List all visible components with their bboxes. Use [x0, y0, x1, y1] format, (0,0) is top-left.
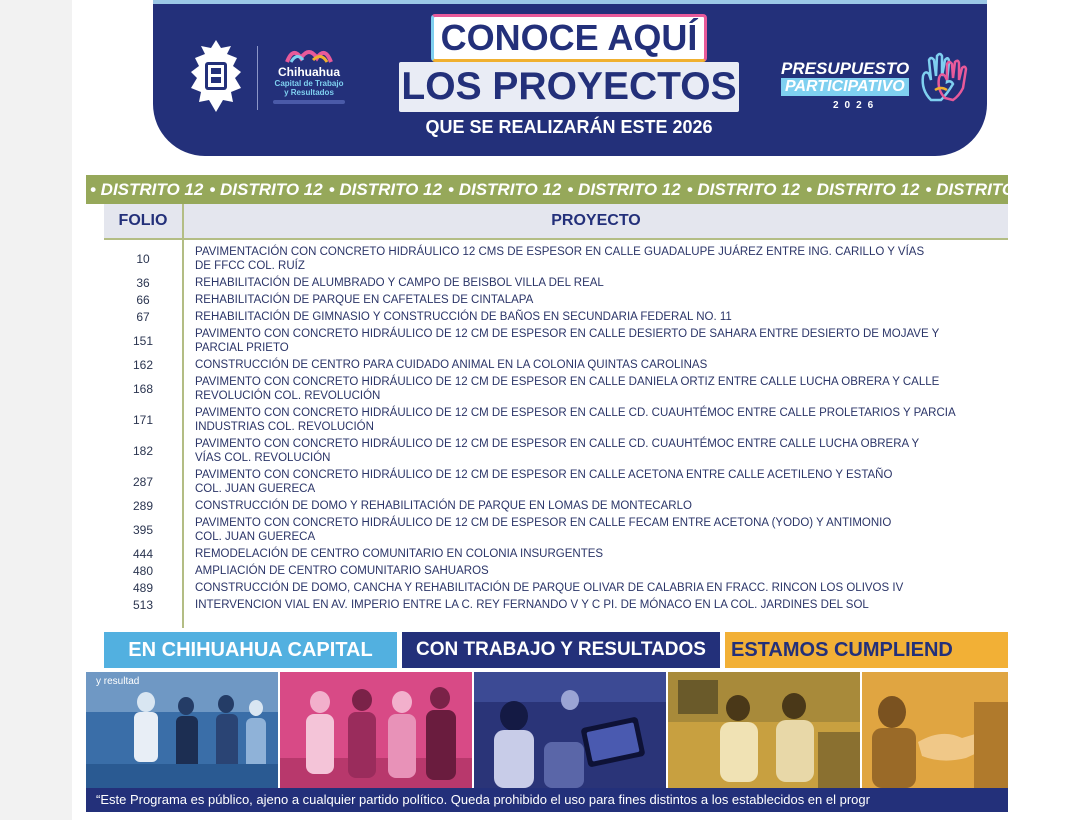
- folio-cell: 36: [136, 276, 150, 290]
- slogan-part-3: ESTAMOS CUMPLIEND: [725, 632, 1008, 668]
- photo-children-gold: [668, 672, 860, 788]
- title-line-1: CONOCE AQUÍ: [431, 14, 707, 62]
- project-cell: [195, 468, 1008, 496]
- photo-community-line: [86, 672, 278, 788]
- folio-cell: 489: [132, 581, 154, 595]
- folio-cell: 480: [132, 564, 154, 578]
- folio-cell: 151: [132, 334, 154, 348]
- table-row: [104, 467, 1008, 498]
- folio-cell: 171: [132, 413, 154, 427]
- folio-cell: 287: [132, 475, 154, 489]
- table-row: [104, 374, 1008, 405]
- table-row: [104, 546, 1008, 563]
- project-line: AMPLIACIÓN DE CENTRO COMUNITARIO SAHUAROS: [195, 565, 489, 577]
- project-line: PAVIMENTO CON CONCRETO HIDRÁULICO DE 12 CM DE ESPESOR EN CALLE CD. CUAUHTÉMOC ENTRE CALLE LUCHA OBRERA Y: [195, 438, 920, 450]
- district-strip: [86, 175, 1039, 204]
- page-margin-right: [1008, 0, 1080, 820]
- table-row: [104, 563, 1008, 580]
- table-row: [104, 405, 1008, 436]
- brand-arc-icon: [283, 44, 335, 64]
- project-line: PAVIMENTO CON CONCRETO HIDRÁULICO DE 12 CM DE ESPESOR EN CALLE DANIELA ORTIZ ENTRE CALLE LUCHA OBRERA Y CALLE: [195, 376, 940, 388]
- table-row: [104, 357, 1008, 374]
- folio-cell: 162: [132, 358, 154, 372]
- project-cell: [195, 358, 1008, 372]
- table-row: [104, 498, 1008, 515]
- project-line: REHABILITACIÓN DE ALUMBRADO Y CAMPO DE BEISBOL VILLA DEL REAL: [195, 277, 604, 289]
- title-line-2: LOS PROYECTOS: [399, 62, 739, 112]
- program-name-line-2: PARTICIPATIVO: [781, 78, 909, 96]
- district-label: • DISTRITO 12: [925, 180, 1039, 199]
- photo-group-pink: [280, 672, 472, 788]
- project-cell: [195, 437, 1008, 465]
- slogan-part-2: CON TRABAJO Y RESULTADOS: [402, 632, 720, 668]
- slogan-part-1: EN CHIHUAHUA CAPITAL: [104, 632, 397, 668]
- project-line: PAVIMENTO CON CONCRETO HIDRÁULICO DE 12 CM DE ESPESOR EN CALLE DESIERTO DE SAHARA ENTRE DESIERTO DE MOJAVE Y: [195, 328, 940, 340]
- project-cell: [195, 581, 1008, 595]
- presupuesto-participativo-logo: [781, 50, 971, 120]
- district-label: • DISTRITO 12: [567, 180, 681, 199]
- project-line: COL. JUAN GUERECA: [195, 531, 316, 543]
- poster: [86, 0, 1039, 812]
- folio-cell: 289: [132, 499, 154, 513]
- project-line: INTERVENCION VIAL EN AV. IMPERIO ENTRE LA C. REY FERNANDO V Y C PI. DE MÓNACO EN LA COL. JARDINES DEL SOL: [195, 599, 869, 611]
- project-cell: [195, 276, 1008, 290]
- project-cell: [195, 327, 1008, 355]
- project-cell: [195, 516, 1008, 544]
- program-name-line-1: PRESUPUESTO: [781, 59, 910, 78]
- table-row: [104, 309, 1008, 326]
- folio-cell: 182: [132, 444, 154, 458]
- district-label: • DISTRITO 12: [448, 180, 562, 199]
- project-line: PAVIMENTO CON CONCRETO HIDRÁULICO DE 12 CM DE ESPESOR EN CALLE CD. CUAUHTÉMOC ENTRE CALLE PROLETARIOS Y PARCIA: [195, 407, 956, 419]
- hands-icon: [917, 50, 969, 106]
- folio-cell: 513: [132, 598, 154, 612]
- brand-divider: [257, 46, 258, 110]
- table-row: [104, 436, 1008, 467]
- header-banner: [153, 0, 987, 156]
- project-column-header: PROYECTO: [551, 212, 641, 229]
- table-header: [104, 204, 1008, 238]
- brand-tag-bar: [273, 100, 345, 104]
- program-year: 2026: [833, 100, 880, 111]
- project-cell: [195, 547, 1008, 561]
- table-row: [104, 326, 1008, 357]
- project-line: REMODELACIÓN DE CENTRO COMUNITARIO EN COLONIA INSURGENTES: [195, 548, 604, 560]
- table-row: [104, 580, 1008, 597]
- project-cell: [195, 375, 1008, 403]
- project-line: CONSTRUCCIÓN DE CENTRO PARA CUIDADO ANIMAL EN LA COLONIA QUINTAS CAROLINAS: [195, 359, 708, 371]
- title-subtitle: QUE SE REALIZARÁN ESTE 2026: [425, 117, 713, 137]
- folio-cell: 395: [132, 523, 154, 537]
- table-row: [104, 515, 1008, 546]
- photo-strip: [86, 672, 1008, 788]
- folio-cell: 444: [132, 547, 154, 561]
- chihuahua-brand-logo: [269, 44, 349, 114]
- project-line: PARCIAL PRIETO: [195, 342, 289, 354]
- project-line: COL. JUAN GUERECA: [195, 483, 316, 495]
- header-divider: [104, 238, 1008, 240]
- brand-tagline-1: Capital de Trabajo: [274, 79, 344, 88]
- project-cell: [195, 564, 1008, 578]
- projects-table: [104, 204, 1008, 628]
- project-cell: [195, 406, 1008, 434]
- legal-footer: “Este Programa es público, ajeno a cualquier partido político. Queda prohibido el uso para fines distintos a los establecidos en el progr: [86, 788, 1008, 812]
- table-row: [104, 292, 1008, 309]
- project-cell: [195, 310, 1008, 324]
- project-line: PAVIMENTO CON CONCRETO HIDRÁULICO DE 12 CM DE ESPESOR EN CALLE ACETONA ENTRE CALLE ACETILENO Y ESTAÑO: [195, 469, 893, 481]
- photo-handshake-amber: [862, 672, 1008, 788]
- district-label: • DISTRITO 12: [209, 180, 323, 199]
- folio-cell: 67: [136, 310, 150, 324]
- city-crest-icon: [187, 38, 245, 114]
- project-cell: [195, 245, 1008, 273]
- brand-tagline-2: y Resultados: [284, 88, 334, 97]
- table-body: [104, 244, 1008, 614]
- project-cell: [195, 293, 1008, 307]
- project-line: REHABILITACIÓN DE PARQUE EN CAFETALES DE CINTALAPA: [195, 294, 534, 306]
- folio-cell: 66: [136, 293, 150, 307]
- project-line: REVOLUCIÓN COL. REVOLUCIÓN: [195, 390, 381, 402]
- project-cell: [195, 598, 1008, 612]
- table-row: [104, 275, 1008, 292]
- project-line: VÍAS COL. REVOLUCIÓN: [195, 452, 331, 464]
- folio-column-header: FOLIO: [118, 212, 168, 229]
- district-label: • DISTRITO 12: [686, 180, 801, 199]
- district-label: • DISTRITO 12: [90, 180, 204, 199]
- project-line: DE FFCC COL. RUÍZ: [195, 260, 305, 272]
- project-cell: [195, 499, 1008, 513]
- table-row: [104, 244, 1008, 275]
- brand-name: Chihuahua: [278, 65, 340, 79]
- slogan-band: [86, 632, 1008, 668]
- folio-cell: 10: [136, 252, 150, 266]
- photo-sign-text: y resultad: [96, 676, 140, 687]
- project-line: CONSTRUCCIÓN DE DOMO Y REHABILITACIÓN DE PARQUE EN LOMAS DE MONTECARLO: [195, 500, 692, 512]
- project-line: REHABILITACIÓN DE GIMNASIO Y CONSTRUCCIÓN DE BAÑOS EN SECUNDARIA FEDERAL NO. 11: [195, 311, 732, 323]
- project-line: PAVIMENTO CON CONCRETO HIDRÁULICO DE 12 CM DE ESPESOR EN CALLE FECAM ENTRE ACETONA (YODO) Y ANTIMONIO: [195, 517, 892, 529]
- header-accent-line: [153, 0, 987, 4]
- project-line: CONSTRUCCIÓN DE DOMO, CANCHA Y REHABILITACIÓN DE PARQUE OLIVAR DE CALABRIA EN FRACC. RINCON LOS OLIVOS IV: [195, 582, 904, 594]
- project-line: PAVIMENTACIÓN CON CONCRETO HIDRÁULICO 12 CMS DE ESPESOR EN CALLE GUADALUPE JUÁREZ ENTRE ING. CARILLO Y VÍAS: [195, 246, 925, 258]
- district-label: • DISTRITO 12: [328, 180, 443, 199]
- district-label: • DISTRITO 12: [806, 180, 920, 199]
- photo-voting-navy: [474, 672, 666, 788]
- folio-cell: 168: [132, 382, 154, 396]
- page-margin-left: [0, 0, 72, 820]
- project-line: INDUSTRIAS COL. REVOLUCIÓN: [195, 421, 374, 433]
- table-row: [104, 597, 1008, 614]
